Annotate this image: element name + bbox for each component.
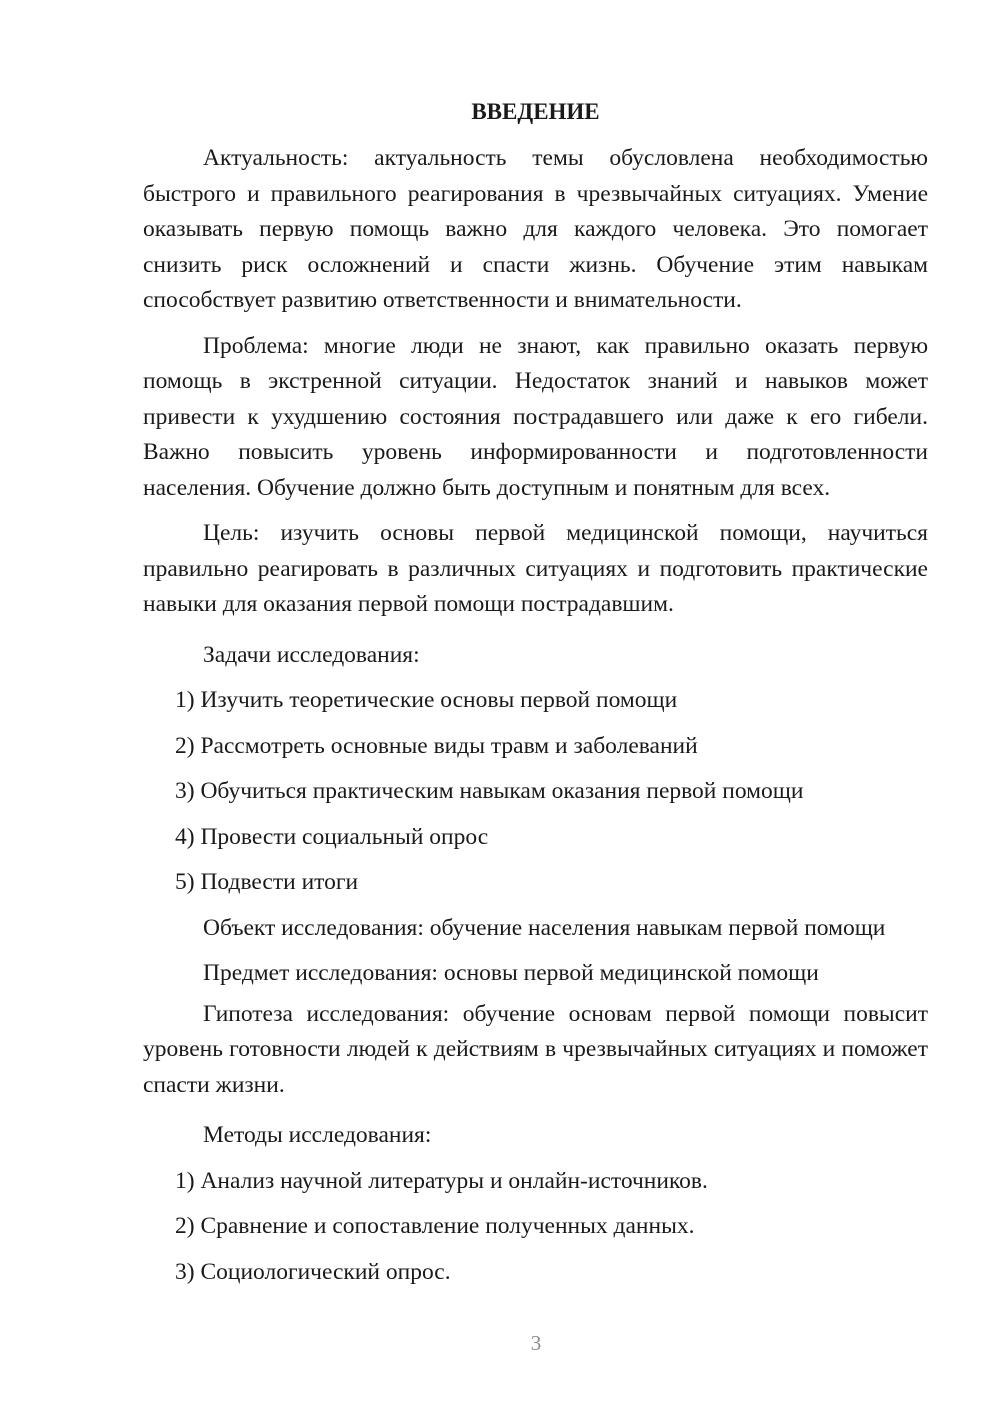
page-content <box>143 94 928 1295</box>
hypothesis-paragraph: Гипотеза исследования: обучение основам первой помощи повысит уровень готовности людей к действиям в чрезвычайных ситуациях и поможет спасти жизни. <box>143 1000 928 1098</box>
research-object: Объект исследования: обучение населения навыкам первой помощи <box>203 914 886 941</box>
methods-title: Методы исследования: <box>203 1122 432 1148</box>
task-item-2: 2) Рассмотреть основные виды травм и заболеваний <box>175 732 698 759</box>
task-item-4: 4) Провести социальный опрос <box>175 823 489 850</box>
page-number: 3 <box>530 1331 542 1355</box>
problem-paragraph: Проблема: многие люди не знают, как правильно оказать первую помощь в экстренной ситуации. Недостаток знаний и навыков может привести к ухудшению состояния пострадавшего или даже к его гибели. Важно повысить уровень информированности и подготовленности населения. Обучение должно быть доступным и понятным для всех. <box>143 332 928 501</box>
task-item-1: 1) Изучить теоретические основы первой помощи <box>175 687 678 713</box>
section-heading: ВВЕДЕНИЕ <box>471 99 600 124</box>
method-item-1: 1) Анализ научной литературы и онлайн-источников. <box>175 1167 708 1194</box>
method-item-2: 2) Сравнение и сопоставление полученных данных. <box>175 1213 695 1239</box>
research-subject: Предмет исследования: основы первой медицинской помощи <box>203 960 819 986</box>
task-item-5: 5) Подвести итоги <box>175 869 359 895</box>
goal-paragraph: Цель: изучить основы первой медицинской помощи, научиться правильно реагировать в различных ситуациях и подготовить практические навыки для оказания первой помощи пострадавшим. <box>143 520 928 617</box>
tasks-title: Задачи исследования: <box>203 641 420 668</box>
relevance-paragraph: Актуальность: актуальность темы обусловлена необходимостью быстрого и правильного реагирования в чрезвычайных ситуациях. Умение оказывать первую помощь важно для каждого человека. Это помогает снизить риск осложнений и спасти жизнь. Обучение этим навыкам способствует развитию ответственности и внимательности. <box>143 145 928 313</box>
task-item-3: 3) Обучиться практическим навыкам оказания первой помощи <box>175 778 804 804</box>
method-item-3: 3) Социологический опрос. <box>175 1258 451 1285</box>
